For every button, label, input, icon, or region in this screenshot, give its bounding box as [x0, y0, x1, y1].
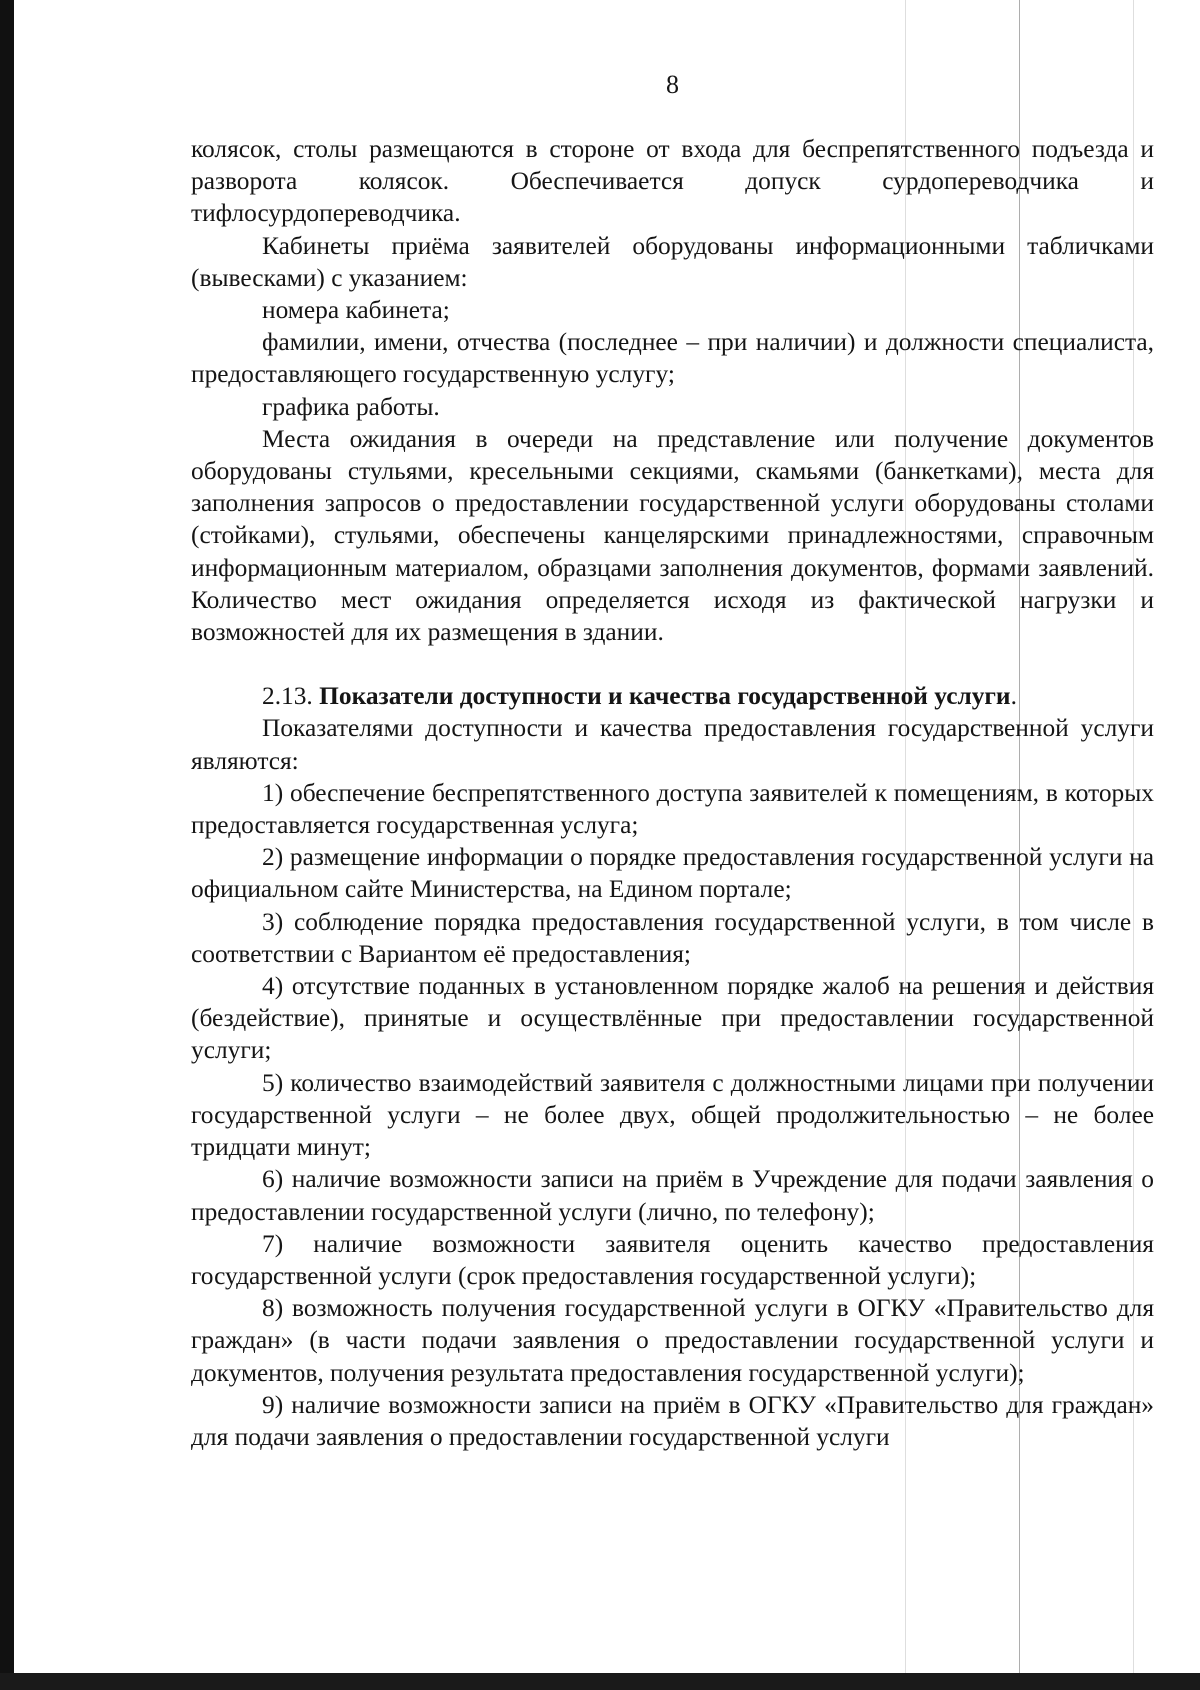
- section-intro: Показателями доступности и качества предоставления государственной услуги являются:: [191, 714, 1154, 775]
- section-number: 2.13.: [262, 682, 313, 711]
- paragraph: графика работы.: [262, 392, 440, 421]
- paragraph: Места ожидания в очереди на представление или получение документов оборудованы стульями, кресельными секциями, скамьями (банкетками), места для заполнения запросов о предоставлении государственной услуги оборудованы столами (стойками), стульями, обеспечены канцелярскими принадлежностями, справочным информационным материалом, образцами заполнения документов, формами заявлений. Количество мест ожидания определяется исходя из фактической нагрузки и возможностей для их размещения в здании.: [191, 424, 1154, 647]
- list-item: 1) обеспечение беспрепятственного доступа заявителей к помещениям, в которых предоставляется государственная услуга;: [191, 778, 1154, 840]
- list-item: 5) количество взаимодействий заявителя с должностными лицами при получении государственной услуги – не более двух, общей продолжительностью – не более тридцати минут;: [191, 1068, 1154, 1162]
- section-title: Показатели доступности и качества государственной услуги: [319, 682, 1011, 711]
- scan-bottom-edge: [0, 1673, 1200, 1690]
- list-item: 6) наличие возможности записи на приём в Учреждение для подачи заявления о предоставлении государственной услуги (лично, по телефону);: [191, 1165, 1154, 1226]
- paragraph: фамилии, имени, отчества (последнее – при наличии) и должности специалиста, предоставляющего государственную услугу;: [191, 328, 1154, 389]
- list-item: 9) наличие возможности записи на приём в ОГКУ «Правительство для граждан» для подачи заявления о предоставлении государственной услуги: [191, 1390, 1154, 1451]
- section-heading: 2.13. Показатели доступности и качества государственной услуги.: [262, 682, 1017, 711]
- paragraph: колясок, столы размещаются в стороне от входа для беспрепятственного подъезда и разворота колясок. Обеспечивается допуск сурдопереводчика и тифлосурдопереводчика.: [191, 135, 1154, 228]
- section-spacer: [191, 648, 1154, 680]
- list-item: 8) возможность получения государственной услуги в ОГКУ «Правительство для граждан» (в части подачи заявления о предоставлении государственной услуги и документов, получения результата предоставления государственной услуги);: [191, 1294, 1154, 1387]
- list-item: 3) соблюдение порядка предоставления государственной услуги, в том числе в соответствии с Вариантом её предоставления;: [191, 907, 1154, 968]
- list-item: 7) наличие возможности заявителя оценить качество предоставления государственной услуги (срок предоставления государственной услуги);: [191, 1229, 1154, 1290]
- document-body: [191, 133, 1154, 1453]
- paragraph: номера кабинета;: [262, 296, 450, 325]
- list-item: 2) размещение информации о порядке предоставления государственной услуги на официальном сайте Министерства, на Едином портале;: [191, 843, 1154, 904]
- scan-left-edge: [0, 0, 14, 1690]
- page-number: 8: [666, 70, 679, 99]
- list-item: 4) отсутствие поданных в установленном порядке жалоб на решения и действия (бездействие), принятые и осуществлённые при предоставлении государственной услуги;: [191, 972, 1154, 1065]
- paragraph: Кабинеты приёма заявителей оборудованы информационными табличками (вывесками) с указанием:: [191, 231, 1154, 292]
